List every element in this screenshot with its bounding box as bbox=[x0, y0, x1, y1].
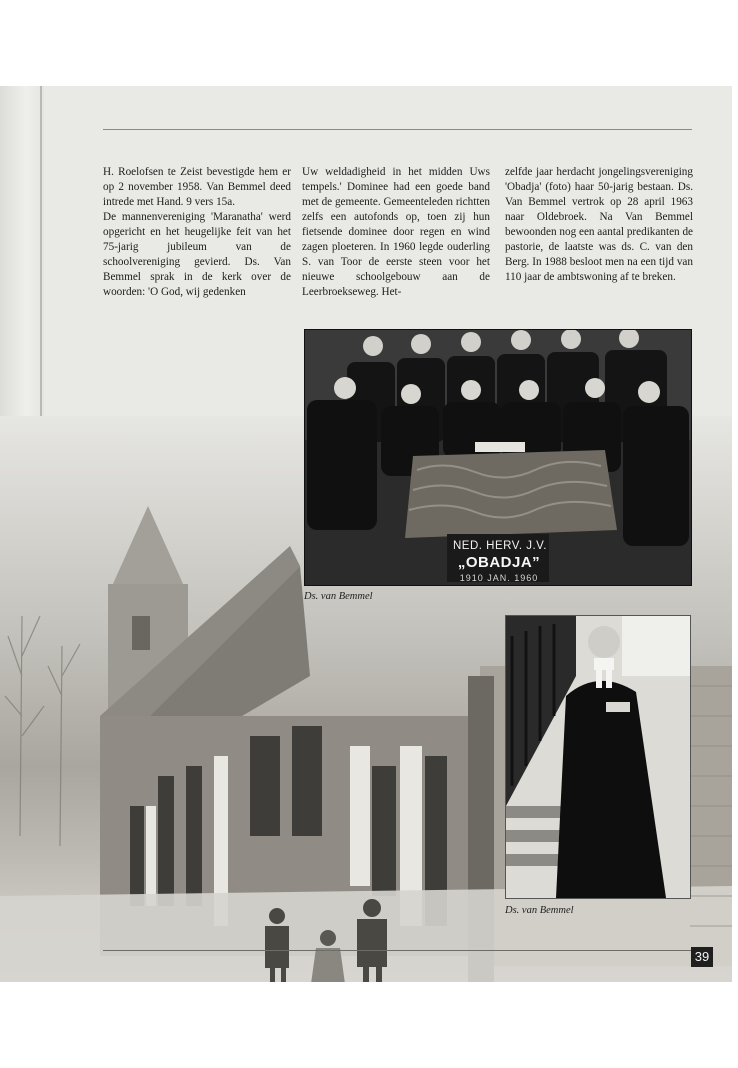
top-rule bbox=[103, 129, 692, 130]
text-column-1 bbox=[103, 165, 291, 300]
text-column-3 bbox=[505, 165, 693, 285]
bottom-rule bbox=[103, 950, 692, 951]
paragraph: De mannenvereniging 'Maranatha' werd opgericht en het heugelijke feit van het 75-jarig jubileum van de schoolvereniging gevierd. Ds. Van Bemmel sprak in de kerk over de woorden: 'O God, wij gedenken bbox=[103, 211, 291, 298]
paragraph: zelfde jaar herdacht jongelingsvereniging 'Obadja' (foto) haar 50-jarig bestaan. Ds. Van Bemmel vertrok op 28 april 1963 naar Oldebroek. Na Van Bemmel bewoonden nog een aantal predikanten de pastorie, de laatste was ds. C. van den Berg. In 1988 besloot men na een tijd van 110 jaar de ambtswoning af te breken. bbox=[505, 166, 693, 283]
text-column-2 bbox=[302, 165, 490, 300]
banner-text-line3: 1910 JAN. 1960 bbox=[459, 573, 539, 583]
paragraph: Uw weldadigheid in het midden Uws tempels.' Dominee had een goede band met de gemeente. Gemeenteleden richtten zelfs een autofonds op, toen zij hun fietsende dominee door regen en wind zagen ploeteren. In 1960 legde ouderling S. van Toor de eerste steen voor het nieuwe schoolgebouw aan de Leerbroekseweg. Het- bbox=[302, 166, 490, 298]
caption-group-photo: Ds. van Bemmel bbox=[304, 591, 373, 602]
portrait-photo bbox=[505, 615, 691, 899]
paragraph: H. Roelofsen te Zeist bevestigde hem er op 2 november 1958. Van Bemmel deed intrede met Hand. 9 vers 15a. bbox=[103, 166, 291, 208]
group-photo bbox=[304, 329, 692, 586]
caption-portrait: Ds. van Bemmel bbox=[505, 905, 574, 916]
banner-text-line2: „OBADJA” bbox=[457, 554, 541, 571]
page-number: 39 bbox=[691, 947, 713, 967]
banner-text-line1: NED. HERV. J.V. bbox=[452, 540, 547, 552]
